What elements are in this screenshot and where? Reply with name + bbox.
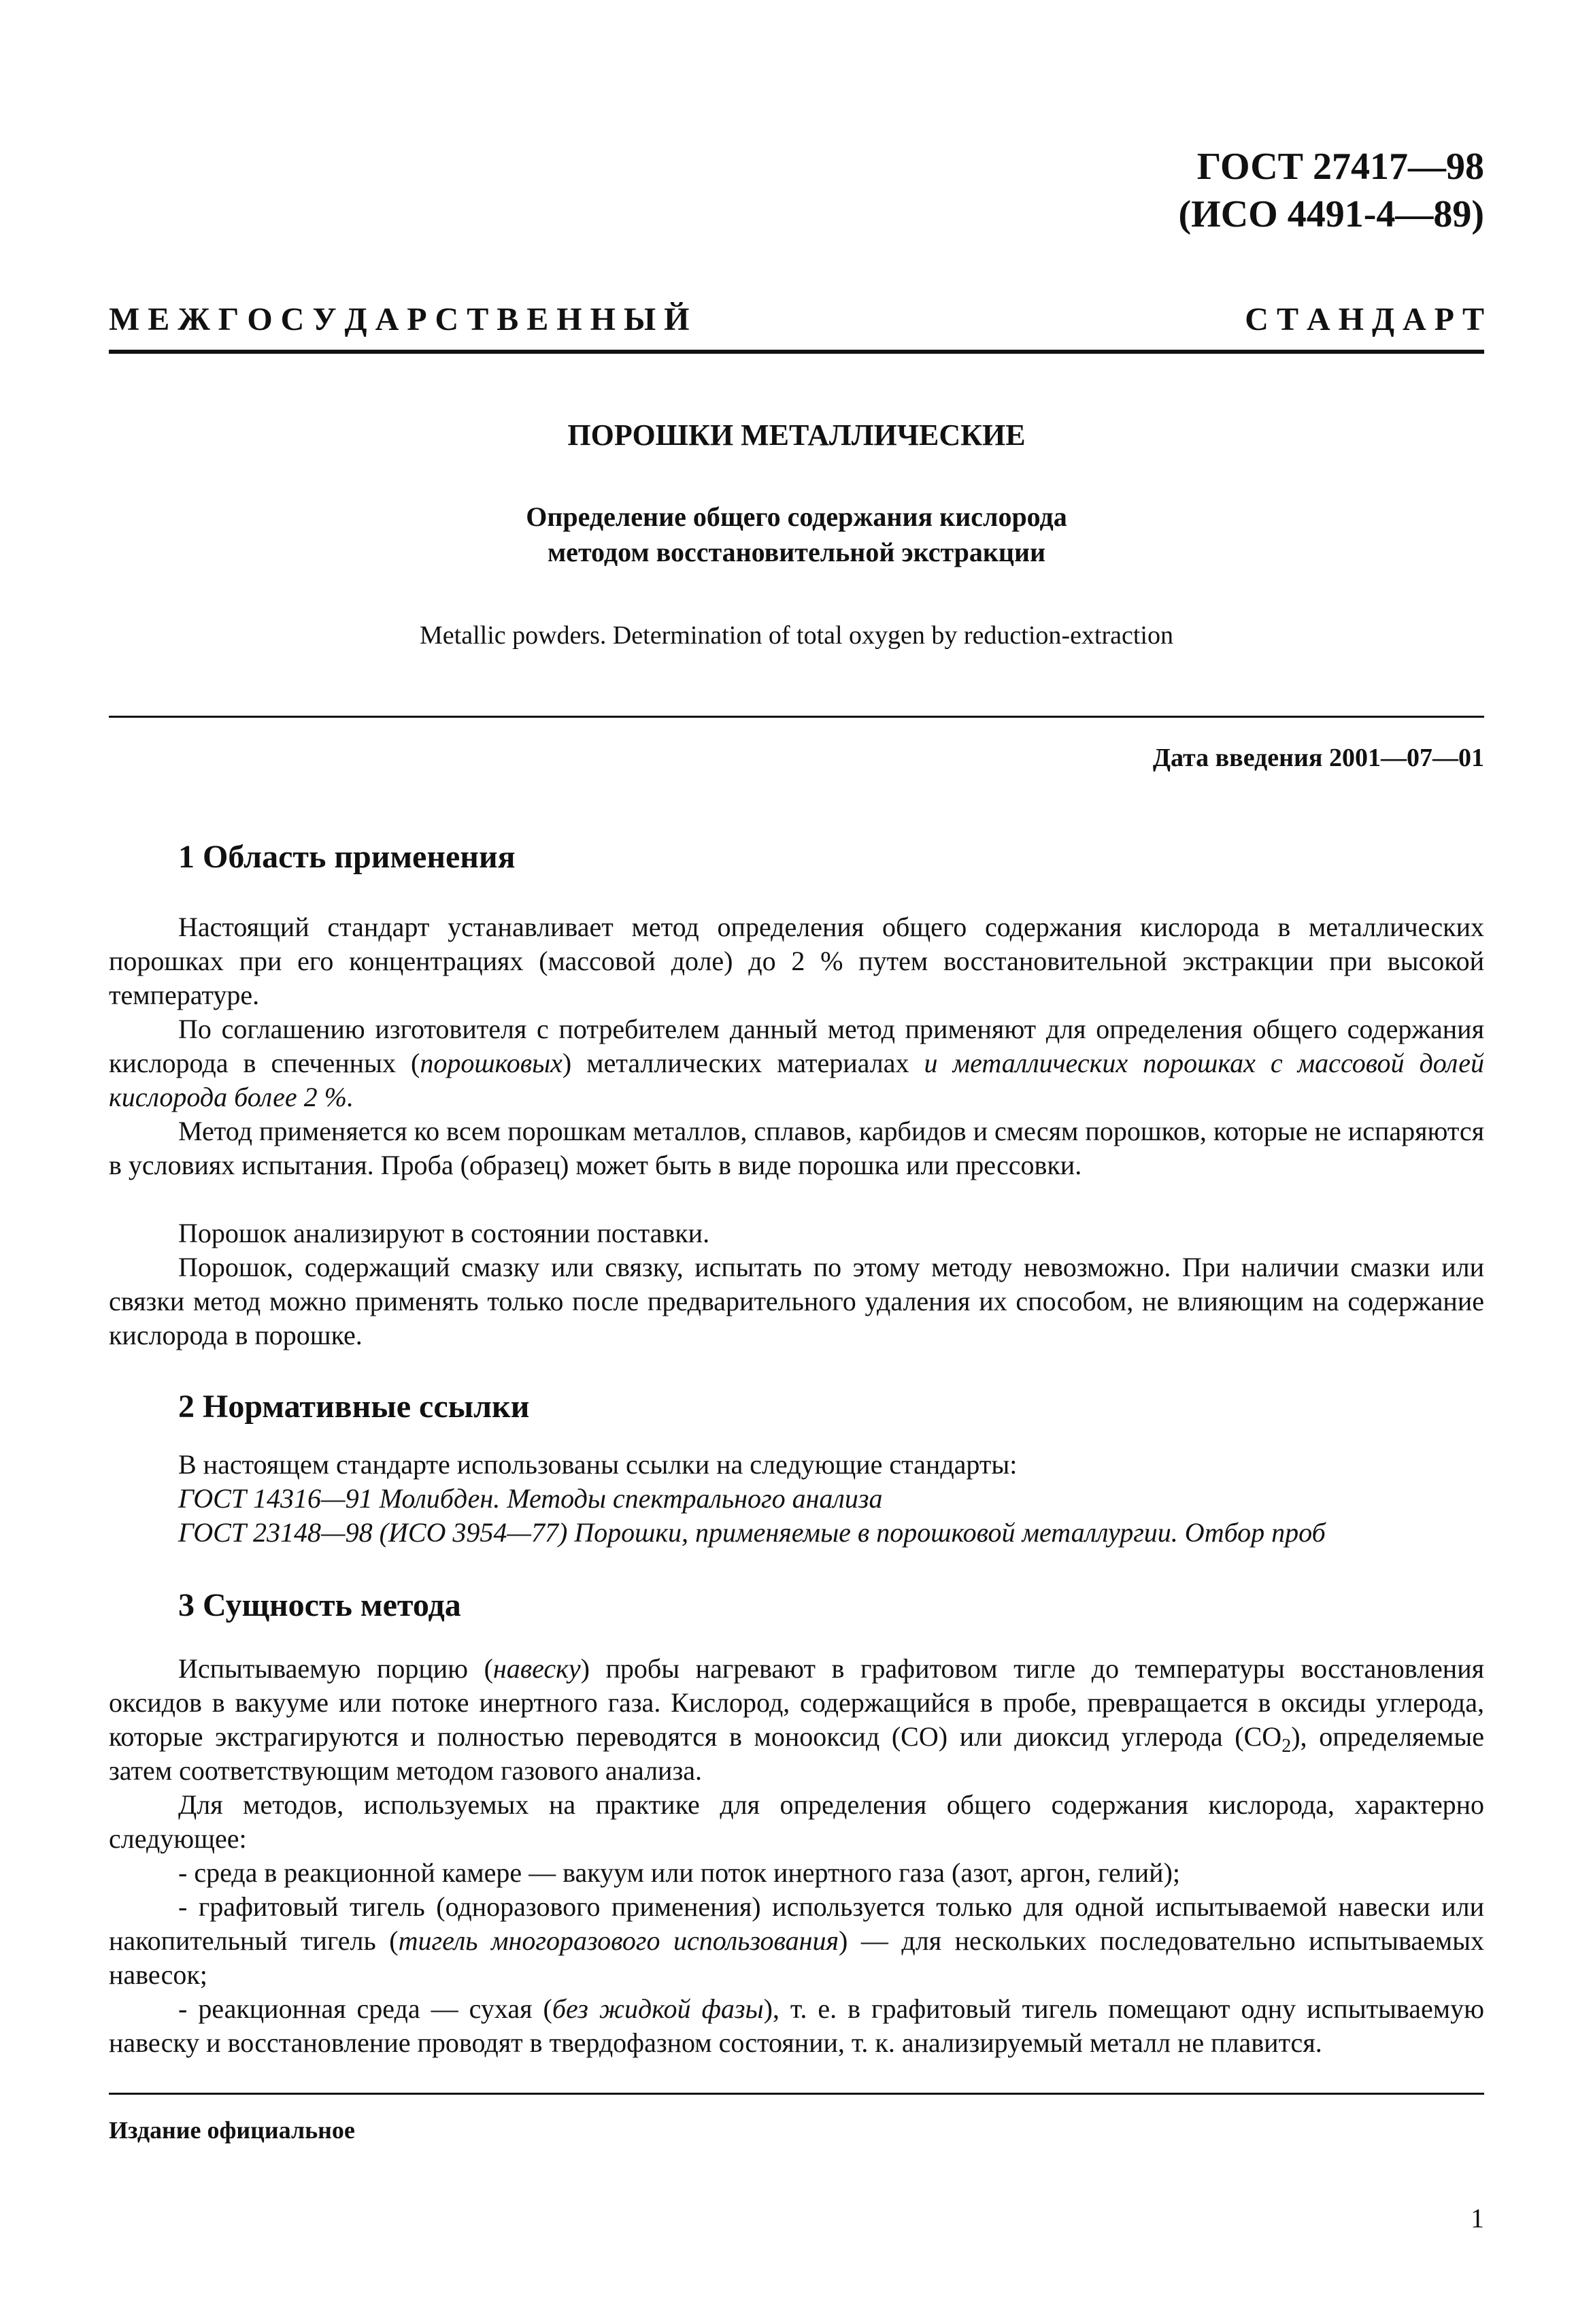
standard-number: ГОСТ 27417—98: [1196, 146, 1484, 188]
b2-text-a: - графитовый тигель (одноразового применения) используется только для одной испытываемой навески или накопительный тигель (: [109, 1891, 1484, 1956]
subtitle-line-1: Определение общего содержания кислорода: [526, 501, 1067, 532]
section-3-bullet-2: [109, 1890, 1484, 1992]
document-title: ПОРОШКИ МЕТАЛЛИЧЕСКИЕ: [567, 418, 1026, 452]
section-1-paragraph-1: Настоящий стандарт устанавливает метод определения общего содержания кислорода в металлических порошках при его концентрациях (массовой доле) до 2 % путем восстановительной экстракции при высокой температуре.: [109, 912, 1484, 1010]
b3-italic-b: без жидкой фазы: [552, 1993, 764, 2024]
interstate-standard-banner: [109, 299, 1484, 340]
section-1-paragraph-2: [109, 1012, 1484, 1114]
section-3-paragraph-1: [109, 1652, 1484, 1788]
s3p1-text-d: ), определяемые затем соответствующим методом газового анализа.: [109, 1721, 1484, 1786]
b2-italic-b: тигель многоразового использования: [398, 1925, 839, 1956]
section-3-paragraph-2: Для методов, используемых на практике для определения общего содержания кислорода, характерно следующее:: [109, 1789, 1484, 1854]
p2-italic-b: порошковых: [420, 1048, 563, 1078]
page-number: 1: [1471, 2203, 1484, 2234]
b3-text-c: ), т. е. в графитовый тигель помещают одну испытываемую навеску и восстановление проводят в твердофазном состоянии, т. к. анализируемый металл не плавится.: [109, 1993, 1484, 2058]
p2-text-c: ) металлических материалах: [562, 1048, 924, 1078]
iso-number: (ИСО 4491-4—89): [1178, 193, 1484, 235]
reference-gost-14316: ГОСТ 14316—91 Молибден. Методы спектрального анализа: [178, 1483, 883, 1514]
title-divider: [109, 716, 1484, 718]
section-1-heading: 1 Область применения: [178, 839, 516, 875]
section-3-bullet-3: [109, 1992, 1484, 2060]
s3p1-text-a: Испытываемую порцию (: [178, 1653, 493, 1684]
footer-divider: [109, 2093, 1484, 2095]
introduction-date: Дата введения 2001—07—01: [1152, 744, 1484, 772]
s3p1-text-c: ) пробы нагревают в графитовом тигле до температуры восстановления оксидов в вакууме или потоке инертного газа. Кислород, содержащийся в пробе, превращается в оксиды углерода, которые экстрагируются и полностью переводятся в монооксид (СО) или диоксид углерода (СО: [109, 1653, 1485, 1752]
section-1-paragraph-5: Порошок, содержащий смазку или связку, испытать по этому методу невозможно. При наличии смазки или связки метод можно применять только после предварительного удаления их способом, не влияющим на содержание кислорода в порошке.: [109, 1252, 1484, 1350]
s3p1-italic-b: навеску: [492, 1653, 581, 1684]
p2-italic-d: и металлических порошках с массовой долей кислорода более 2 %.: [109, 1048, 1485, 1112]
section-1-paragraph-4: Порошок анализируют в состоянии поставки.: [178, 1218, 710, 1248]
standard-number-block: [1178, 143, 1484, 238]
subtitle-line-2: методом восстановительной экстракции: [547, 537, 1046, 567]
p2-text-a: По соглашению изготовителя с потребителем данный метод применяют для определения общего содержания кислорода в спеченных (: [109, 1014, 1484, 1078]
official-edition-label: Издание официальное: [109, 2116, 355, 2144]
b3-text-a: - реакционная среда — сухая (: [178, 1993, 552, 2024]
section-1-paragraph-3: Метод применяется ко всем порошкам металлов, сплавов, карбидов и смесям порошков, которые не испаряются в условиях испытания. Проба (образец) может быть в виде порошка или прессовки.: [109, 1116, 1484, 1180]
section-2-heading: 2 Нормативные ссылки: [178, 1389, 530, 1425]
document-subtitle: [109, 499, 1484, 570]
header-divider: [109, 350, 1484, 354]
section-3-heading: 3 Сущность метода: [178, 1587, 461, 1623]
banner-right: С Т А Н Д А Р Т: [1245, 301, 1484, 337]
b2-text-c: ) — для нескольких последовательно испытываемых навесок;: [109, 1925, 1484, 1990]
reference-gost-23148: ГОСТ 23148—98 (ИСО 3954—77) Порошки, применяемые в порошковой металлургии. Отбор проб: [178, 1517, 1326, 1548]
s3p1-subscript: 2: [1281, 1736, 1292, 1757]
english-title: Metallic powders. Determination of total oxygen by reduction-extraction: [420, 621, 1173, 650]
section-2-intro: В настоящем стандарте использованы ссылки на следующие стандарты:: [178, 1449, 1018, 1480]
banner-left: М Е Ж Г О С У Д А Р С Т В Е Н Н Ы Й: [109, 301, 690, 337]
section-3-bullet-1: - среда в реакционной камере — вакуум или поток инертного газа (азот, аргон, гелий);: [178, 1857, 1181, 1888]
